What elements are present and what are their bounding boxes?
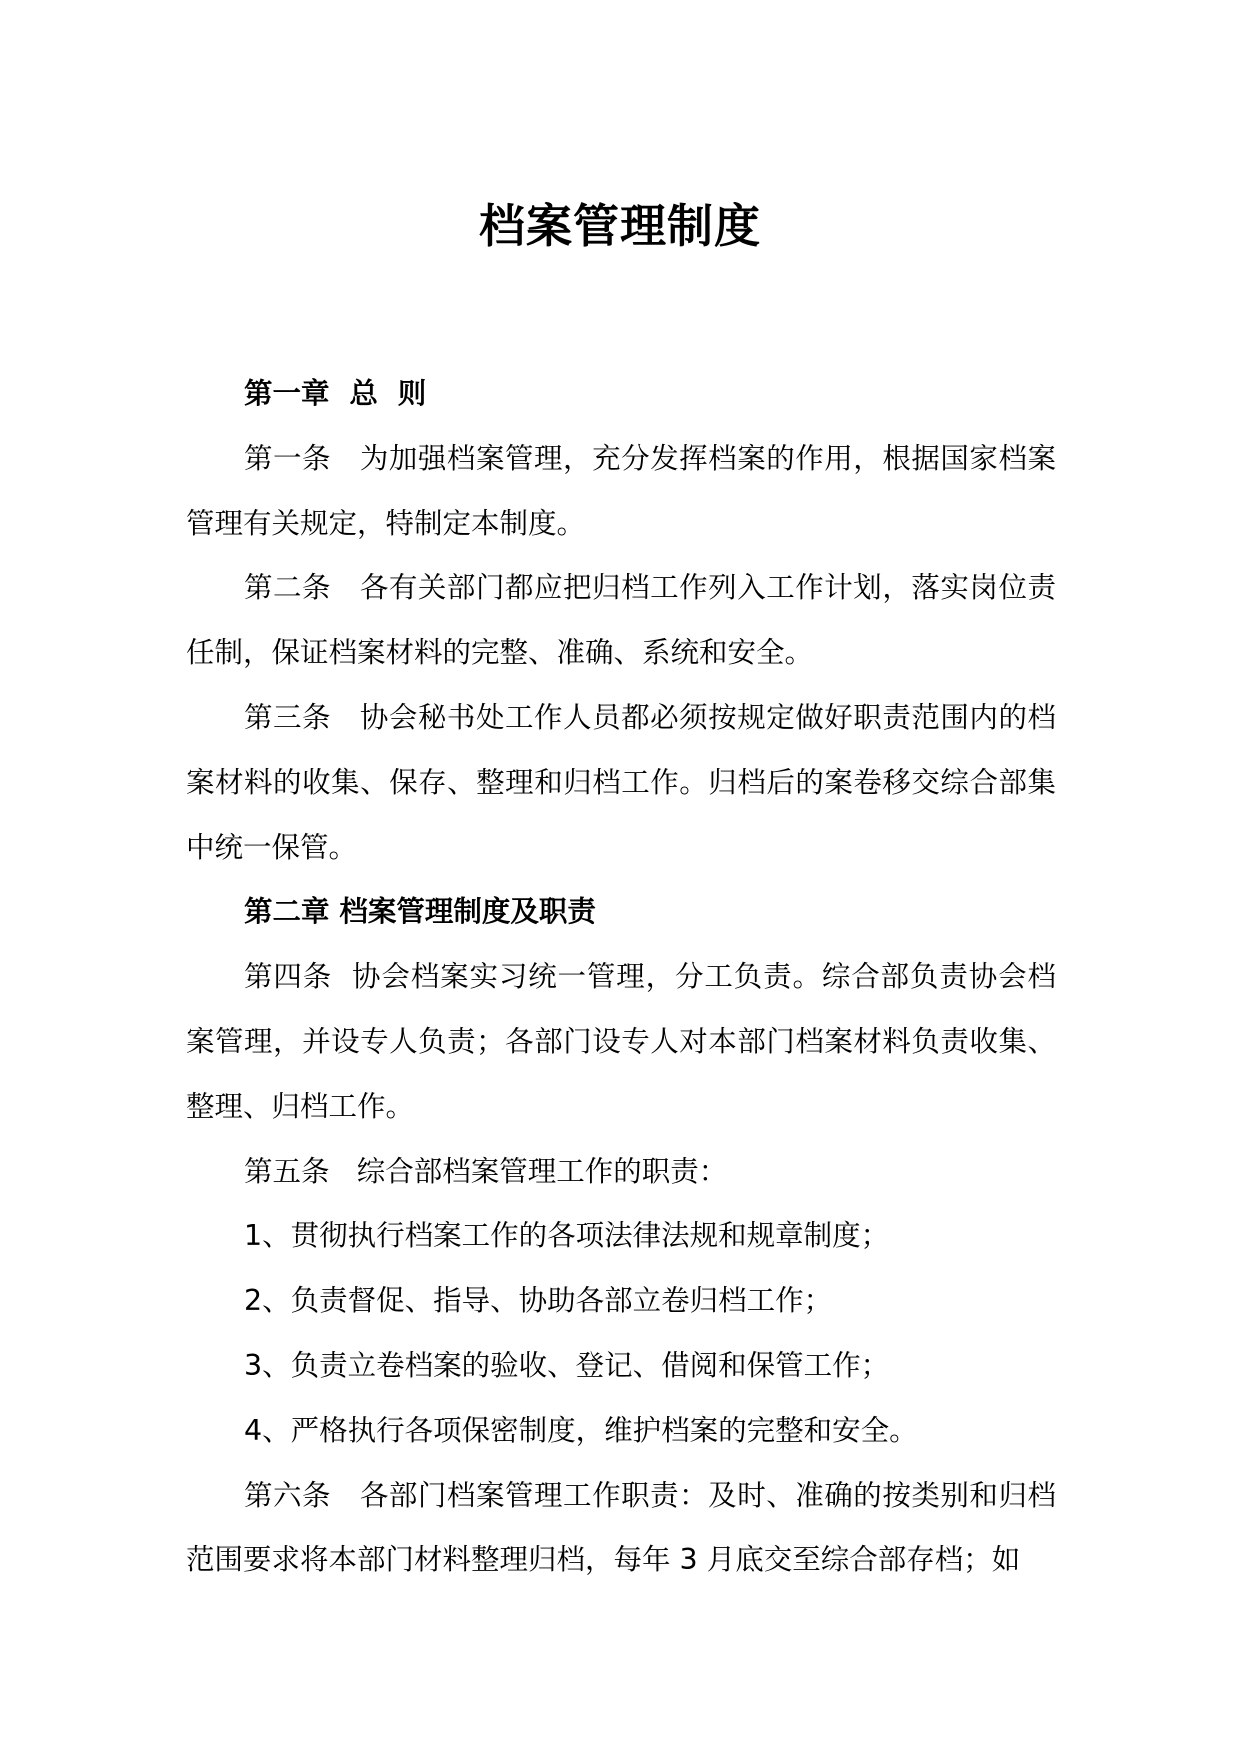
article-text: 为加强档案管理，充分发挥档案的作用，根据国家档案管理有关规定，特制定本制度。 [186, 441, 1056, 540]
article-text: 协会档案实习统一管理，分工负责。综合部负责协会档案管理，并设专人负责；各部门设专人对本部门档案材料负责收集、整理、归档工作。 [186, 960, 1056, 1123]
document-body [186, 362, 1056, 1593]
article-paragraph [186, 1464, 1056, 1594]
document-title: 档案管理制度 [479, 199, 761, 253]
list-item: 1、贯彻执行档案工作的各项法律法规和规章制度； [244, 1219, 890, 1253]
article-label: 第一条 [244, 441, 360, 475]
article-paragraph [186, 945, 1056, 1139]
list-item: 3、负责立卷档案的验收、登记、借阅和保管工作； [244, 1348, 890, 1382]
article-label: 第二条 [244, 571, 360, 605]
article-paragraph [186, 1140, 1056, 1205]
list-item: 4、严格执行各项保密制度，维护档案的完整和安全。 [244, 1413, 918, 1447]
article-paragraph [186, 686, 1056, 880]
article-text: 协会秘书处工作人员都必须按规定做好职责范围内的档案材料的收集、保存、整理和归档工作。归档后的案卷移交综合部集中统一保管。 [186, 700, 1056, 864]
list-item: 2、负责督促、指导、协助各部立卷归档工作； [244, 1284, 833, 1318]
article-label: 第四条 [244, 960, 352, 994]
article-paragraph [186, 556, 1056, 686]
article-label: 第三条 [244, 700, 360, 734]
article-text: 综合部档案管理工作的职责： [356, 1154, 728, 1188]
article-text: 各有关部门都应把归档工作列入工作计划，落实岗位责任制，保证档案材料的完整、准确、系统和安全。 [186, 571, 1056, 670]
chapter-heading: 第一章 总 则 [244, 377, 427, 410]
article-paragraph [186, 427, 1056, 557]
article-text: 各部门档案管理工作职责：及时、准确的按类别和归档范围要求将本部门材料整理归档，每年 3 月底交至综合部存档；如 [186, 1478, 1056, 1577]
article-label: 第五条 [244, 1154, 357, 1188]
chapter-heading: 第二章 档案管理制度及职责 [244, 895, 596, 929]
article-label: 第六条 [244, 1478, 360, 1512]
